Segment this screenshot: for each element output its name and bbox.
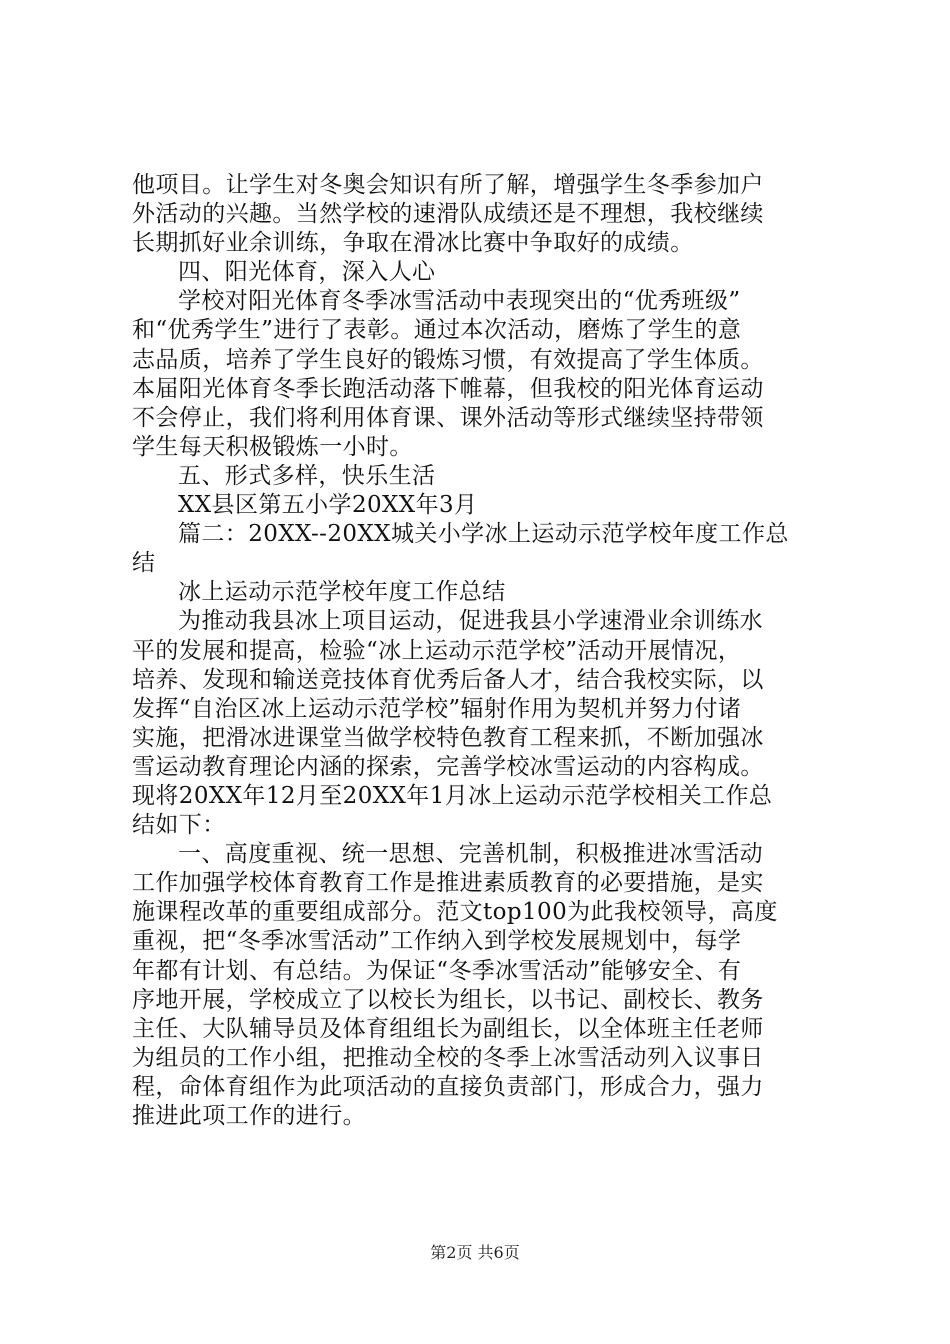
text-line: 施课程改革的重要组成部分。范文top100为此我校领导，高度 bbox=[132, 899, 778, 926]
section-heading: 一、高度重视、统一思想、完善机制，积极推进冰雪活动 bbox=[178, 841, 763, 868]
article-title: 篇二：20XX--20XX城关小学冰上运动示范学校年度工作总 bbox=[178, 521, 789, 548]
text-line: 序地开展，学校成立了以校长为组长，以书记、副校长、教务 bbox=[132, 986, 764, 1013]
text-line: 为组员的工作小组，把推动全校的冬季上冰雪活动列入议事日 bbox=[132, 1044, 764, 1071]
section-heading: 五、形式多样，快乐生活 bbox=[178, 462, 436, 489]
text-line: 本届阳光体育冬季长跑活动落下帷幕，但我校的阳光体育运动 bbox=[132, 375, 764, 402]
paragraph-start: 学校对阳光体育冬季冰雪活动中表现突出的“优秀班级” bbox=[178, 288, 741, 315]
text-line: 主任、大队辅导员及体育组组长为副组长，以全体班主任老师 bbox=[132, 1015, 764, 1042]
text-line: 平的发展和提高，检验“冰上运动示范学校”活动开展情况， bbox=[132, 637, 742, 664]
text-line: 外活动的兴趣。当然学校的速滑队成绩还是不理想，我校继续 bbox=[132, 201, 764, 228]
text-line: 重视，把“冬季冰雪活动”工作纳入到学校发展规划中，每学 bbox=[132, 928, 742, 955]
text-line: 长期抓好业余训练，争取在滑冰比赛中争取好的成绩。 bbox=[132, 230, 694, 257]
text-line: 和“优秀学生”进行了表彰。通过本次活动，磨炼了学生的意 bbox=[132, 317, 742, 344]
text-line: 发挥“自治区冰上运动示范学校”辐射作用为契机并努力付诸 bbox=[132, 695, 742, 722]
text-line: 工作加强学校体育教育工作是推进素质教育的必要措施，是实 bbox=[132, 870, 764, 897]
paragraph-start: 为推动我县冰上项目运动，促进我县小学速滑业余训练水 bbox=[178, 608, 763, 635]
text-line: 年都有计划、有总结。为保证“冬季冰雪活动”能够安全、有 bbox=[132, 957, 742, 984]
text-line: 志品质，培养了学生良好的锻炼习惯，有效提高了学生体质。 bbox=[132, 346, 764, 373]
text-line: 推进此项工作的进行。 bbox=[132, 1103, 366, 1129]
text-line: 不会停止，我们将利用体育课、课外活动等形式继续坚持带领 bbox=[132, 404, 764, 431]
text-line: 现将20XX年12月至20XX年1月冰上运动示范学校相关工作总 bbox=[132, 782, 773, 809]
text-line: 实施，把滑冰进课堂当做学校特色教育工程来抓，不断加强冰 bbox=[132, 724, 764, 751]
signature-line: XX县区第五小学20XX年3月 bbox=[178, 492, 478, 519]
section-heading: 四、阳光体育，深入人心 bbox=[178, 259, 436, 286]
document-title: 冰上运动示范学校年度工作总结 bbox=[178, 579, 506, 606]
page-number-footer: 第2页 共6页 bbox=[430, 1243, 520, 1262]
text-line: 培养、发现和输送竞技体育优秀后备人才，结合我校实际，以 bbox=[132, 666, 764, 693]
text-line: 程，命体育组作为此项活动的直接负责部门，形成合力，强力 bbox=[132, 1073, 764, 1100]
article-title-continued: 结 bbox=[132, 550, 156, 577]
text-line: 学生每天积极锻炼一小时。 bbox=[132, 433, 413, 460]
text-line: 结如下： bbox=[132, 812, 226, 839]
document-body bbox=[132, 171, 832, 1131]
text-line: 雪运动教育理论内涵的探索，完善学校冰雪运动的内容构成。 bbox=[132, 753, 764, 780]
text-line: 他项目。让学生对冬奥会知识有所了解，增强学生冬季参加户 bbox=[132, 172, 764, 198]
